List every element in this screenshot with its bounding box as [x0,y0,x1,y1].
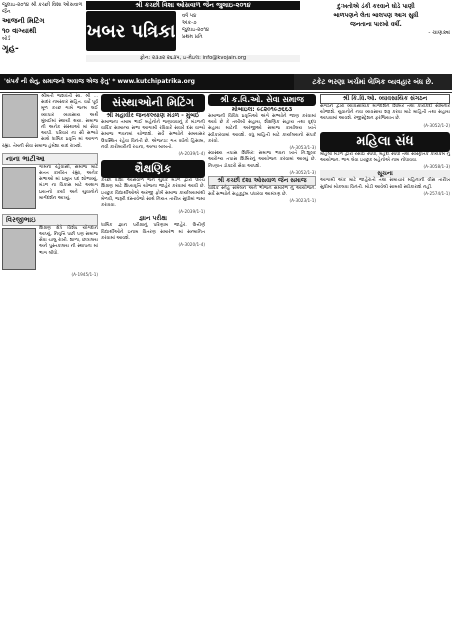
article-text: વાર્ષિક સ્નેહ સંમેલન અને ભોજન સમારંભ નું આયોજન. સર્વે સભ્યોને સહકુટુંબ પધારવા આમંત્રણ છે. [208,186,316,198]
masthead-contact: ફોન: ૨૩૭૨ ૨૬૩૫, ઇ-મેઇલ: info@kvojain.org [86,55,300,62]
profile-photo [2,94,38,138]
article-heading: જ્ઞાન પરીક્ષા [138,215,168,223]
masthead [0,0,452,93]
ad-reference: (A-3052/1-3) [289,169,316,175]
quote-author: - ચાણક્ય [428,30,450,36]
column-3 [208,94,316,205]
meta-line: વર્ષ ૫૪ [182,13,197,19]
ad-reference: (A-3020/1-4) [178,242,205,248]
profile-name: વિરજીભાઇ [2,214,98,226]
masthead-left-line: બોર્ડ [2,36,11,42]
article-heading: સૂચના [320,170,450,178]
meta-line: અંક-૭ [182,20,197,26]
section-title: સંસ્થાઓની મિટિંગ [101,94,205,112]
ad-reference: (A-2039/1-4) [178,151,205,157]
masthead-left-line: આજની મિટિંગ [2,17,45,25]
quote-line: બાળપણને લેતા બાલપણ આગ સુધી [333,12,419,19]
profile-text: ગામના રહેવાસી, સમાજ માટે સતત કાર્યરત રહ્યા, અનેક સભાઓ માં પ્રમુખ પદ શોભાવ્યું. મંડળ ના વિકાસ માટે અથાગ પ્રયત્નો કર્યા અને યુવાનોને માર્ગદર્શન આપ્યું. [39,164,98,201]
masthead-left [2,2,84,72]
article-heading: શ્રી કચ્છી દશા ઓસવાળ જૈન સમાજ [208,176,316,186]
article-text: સમાજના તમામ ભાઈ બહેનોને જણાવવાનું કે મંડળની વાર્ષિક સામાન્ય સભા આગામી રવિવારે સવારે દસ વાગ્યે સમાજ ભવનમાં યોજાશે. સર્વે સભ્યોને સમયસર ઉપસ્થિત રહેવા વિનંતી છે. એજન્ડા: ગત વર્ષનો હિસાબ, નવી કારોબારીની રચના, અન્ય બાબતો. [101,120,205,150]
masthead-center [86,1,300,72]
masthead-left-line: ૧૦ વાગ્યાથી [2,27,37,35]
masthead-quote [302,2,450,72]
masthead-left-line: જુલાઇ-૨૦૧૪ શ્રી કચ્છી વિશા ઓસવાળ જૈન [2,2,83,15]
article-text: ધાર્મિક જ્ઞાન પરીક્ષાનું પરિણામ જાહેર. ઉત્તીર્ણ વિદ્યાર્થીઓને ઇનામ વિતરણ સમારંભ માં સન્માનિત કરવામાં આવશે. [101,223,205,241]
section-title: શૈક્ષણિક [101,160,205,178]
article-text: સમાજની વિવિધ પ્રવૃત્તિઓ અંગે સભ્યોને જાણ કરવામાં આવે છે કે તબીબી સહાય, શૈક્ષણિક સહાય તથા વૃદ્ધ સહાય માટેની અરજીઓ સમાજ કાર્યાલય ખાતે સ્વીકારવામાં આવશે. વધુ માહિતી માટે કાર્યાલયનો સંપર્ક કરવો. [208,114,316,144]
profile-name: નાના ભાટીઆ [2,153,98,165]
ad-reference: (A-3058/1-3) [423,164,450,170]
article-heading: શ્રી કિ.વિ.ઓ. વ્યાવસાયિક સંગઠન [320,94,450,104]
profile-photo [2,167,36,209]
section-subtitle: મોબાઇલ: ૯૮૨૦૧૯૭૬૬૩ [231,106,293,113]
profile-text: શ્રીમતી જશવંતી સ્વ. શ્રી ... સાદર નમસ્કાર સહિત. વર્ષો પૂર્વ મૂળ કચ્છ ગામે જન્મ લઈ વ્યાપાર વ્યવસાય અર્થે મુંબઈમાં સ્થાયી થયા. સમાજ ની અનેક સંસ્થાઓ માં સેવા આપી. પરિવાર ના સૌ સભ્યો સાથે ધાર્મિક પ્રવૃત્તિ માં આગળ રહ્યા. તેમની સેવા સમાજ હંમેશા યાદ રાખશે. [2,94,98,149]
meta-line: પ્રથમ પ્રતિ [182,34,203,40]
profile-text: શિક્ષણ ક્ષેત્રે વિશેષ યોગદાન આપ્યું. નિવૃત્તિ પછી પણ સમાજ સેવા ચાલુ રાખી. શાળા, છાત્રાલય અને પુસ્તકાલય ની સ્થાપના માં ભાગ લીધો. [39,225,98,256]
newspaper-logo: ખબર પત્રિકા [86,11,176,51]
article-text: મહિલા મંડળ દ્વારા રસોઈ સ્પર્ધા, મહેંદી સ્પર્ધા તથા સાંસ્કૃતિક કાર્યક્રમ નું આયોજન. ભાગ લેવા ઇચ્છુક બહેનોએ નામ નોંધાવવા. [320,151,450,164]
column-4 [320,94,450,197]
article-text: કચ્છી વીશા ઓસવાળ જૈન યુવક મંડળ દ્વારા ઉચ્ચ શિક્ષણ માટે શિષ્યવૃત્તિ યોજના જાહેર કરવામાં આવી છે. ઇચ્છુક વિદ્યાર્થીઓએ અરજી ફોર્મ સમાજ કાર્યાલયમાંથી મેળવી, જરૂરી દસ્તાવેજો સાથે નિયત તારીખ સુધીમાં જમા કરાવવા. [101,178,205,209]
article-heading: શ્રી મહાવીર જનકલ્યાણ મંડળ - મુંબઈ [106,112,200,119]
section-title: મહિલા સંધ [320,132,450,152]
ad-reference: (A-2039/1-1) [178,209,205,215]
strip-left: 'સંપર્ક ની સેતુ, સમાજનો અવાજ એજ ફેતુ' * www.kutchipatrika.org [0,74,294,90]
ad-reference: (A-2574/1-1) [423,190,450,196]
ad-reference: (A-1945/1-1) [71,271,98,277]
ad-reference: (A-3023/1-1) [289,198,316,204]
banner-strip [0,74,452,90]
profile-photo [2,228,36,270]
article-text: આગામી અંક માટે જાહેરાતો તથા સમાચાર મહિનાની વીસ તારીખ સુધીમાં મોકલવા વિનંતી. મોડી આવેલી સામગ્રી સ્વીકારાશે નહીં. [320,178,450,190]
column-1 [2,94,98,278]
article-text: સ્વાસ્થ્ય તપાસ શિબિર: સમાજ ભવન ખાતે નિઃશુલ્ક આરોગ્ય તપાસ શિબિરનું આયોજન કરવામાં આવ્યું છે. નિષ્ણાત ડૉક્ટરો સેવા આપશે. [208,151,316,169]
quote-line: જનતાના પારખો વર્ષી. [350,21,402,28]
masthead-left-line: ગૃહ- [2,44,19,54]
ad-reference: (A-3052/1-2) [423,122,450,128]
section-title: શ્રી ક.વિ.ઓ. સેવા સમાજ [208,94,316,106]
ad-reference: (A-3053/1-3) [289,145,316,151]
quote-line: દુઃખતોએ ડંકી કરવાને ઘોડે પાણી [337,3,415,10]
masthead-top-bar: શ્રી કચ્છી વિશા ઓસવાળ જૈન જુલાઇ-૨૦૧૪ [86,1,300,10]
column-2 [101,94,205,248]
strip-right: ટકેટ ભરણા ખર્ચમાં લેખિક વ્યવહાર બંધ છે. [294,74,452,90]
meta-line: જુલાઇ-૨૦૧૪ [182,27,210,33]
masthead-meta [182,13,300,41]
article-text: સંગઠન દ્વારા વ્યાવસાયિક માર્ગદર્શન શિબિર તથા કારકિર્દી સેમિનાર યોજાશે. યુવાનોને નવા વ્યવસાય શરૂ કરવા માટે માહિતી તથા સહાય આપવામાં આવશે. રજીસ્ટ્રેશન ફરજિયાત છે. [320,104,450,122]
